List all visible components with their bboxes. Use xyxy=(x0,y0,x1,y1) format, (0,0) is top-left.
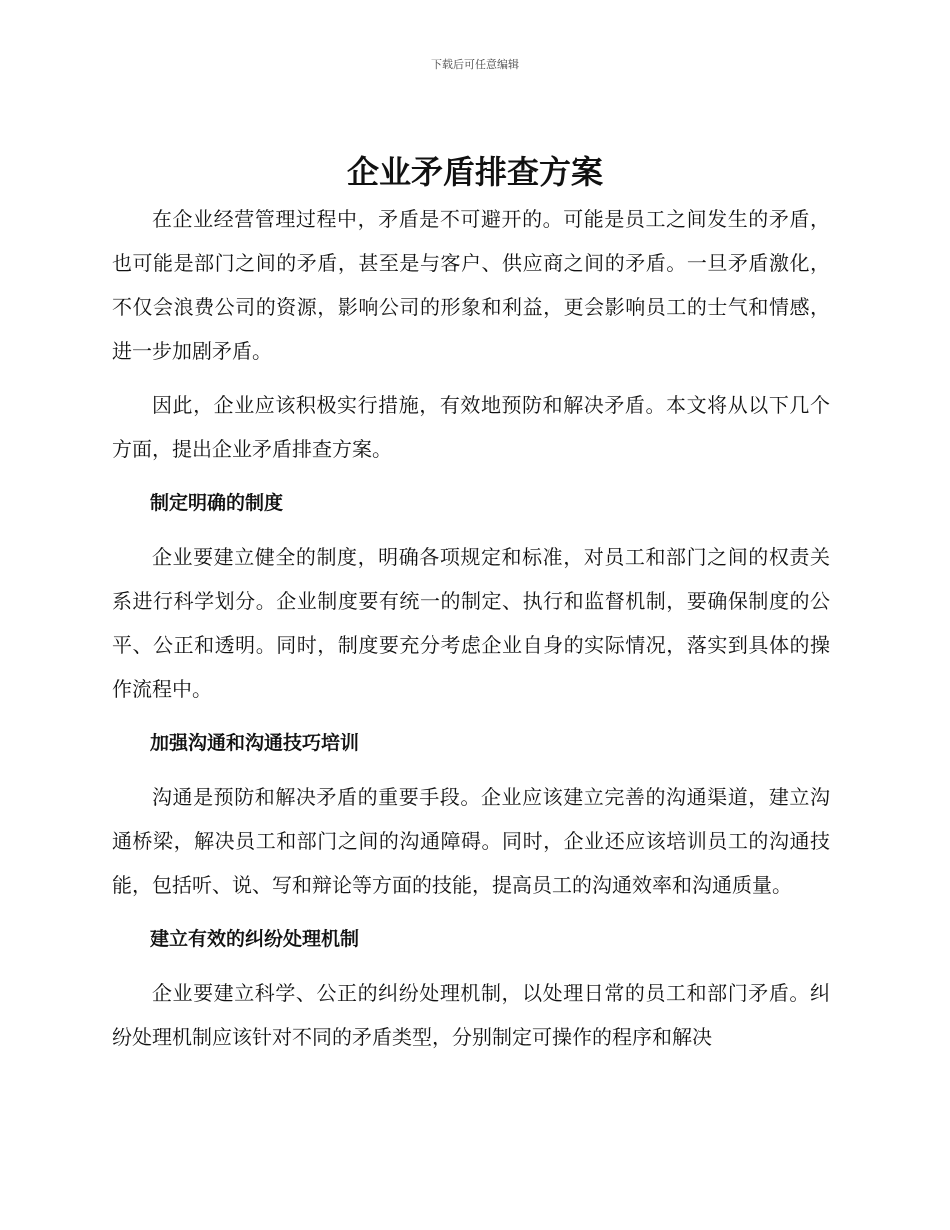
intro-paragraph-2: 因此，企业应该积极实行措施，有效地预防和解决矛盾。本文将从以下几个方面，提出企业矛盾排查方案。 xyxy=(112,393,830,461)
section-heading-communication: 加强沟通和沟通技巧培训 xyxy=(150,732,360,754)
document-title: 企业矛盾排查方案 xyxy=(346,153,603,191)
section-body-policy: 企业要建立健全的制度，明确各项规定和标准，对员工和部门之间的权责关系进行科学划分。企业制度要有统一的制定、执行和监督机制，要确保制度的公平、公正和透明。同时，制度要充分考虑企业自身的实际情况，落实到具体的操作流程中。 xyxy=(112,545,830,701)
page-header-note: 下载后可任意编辑 xyxy=(431,58,519,71)
intro-paragraph-1: 在企业经营管理过程中，矛盾是不可避开的。可能是员工之间发生的矛盾，也可能是部门之间的矛盾，甚至是与客户、供应商之间的矛盾。一旦矛盾激化，不仅会浪费公司的资源，影响公司的形象和利益，更会影响员工的士气和情感，进一步加剧矛盾。 xyxy=(112,207,830,363)
section-heading-dispute-handling: 建立有效的纠纷处理机制 xyxy=(150,928,360,950)
section-body-dispute-handling: 企业要建立科学、公正的纠纷处理机制，以处理日常的员工和部门矛盾。纠纷处理机制应该针对不同的矛盾类型，分别制定可操作的程序和解决 xyxy=(112,981,830,1049)
document-body xyxy=(112,197,830,1069)
section-body-communication: 沟通是预防和解决矛盾的重要手段。企业应该建立完善的沟通渠道，建立沟通桥梁，解决员工和部门之间的沟通障碍。同时，企业还应该培训员工的沟通技能，包括听、说、写和辩论等方面的技能，提高员工的沟通效率和沟通质量。 xyxy=(112,785,830,897)
section-heading-policy: 制定明确的制度 xyxy=(150,492,284,514)
